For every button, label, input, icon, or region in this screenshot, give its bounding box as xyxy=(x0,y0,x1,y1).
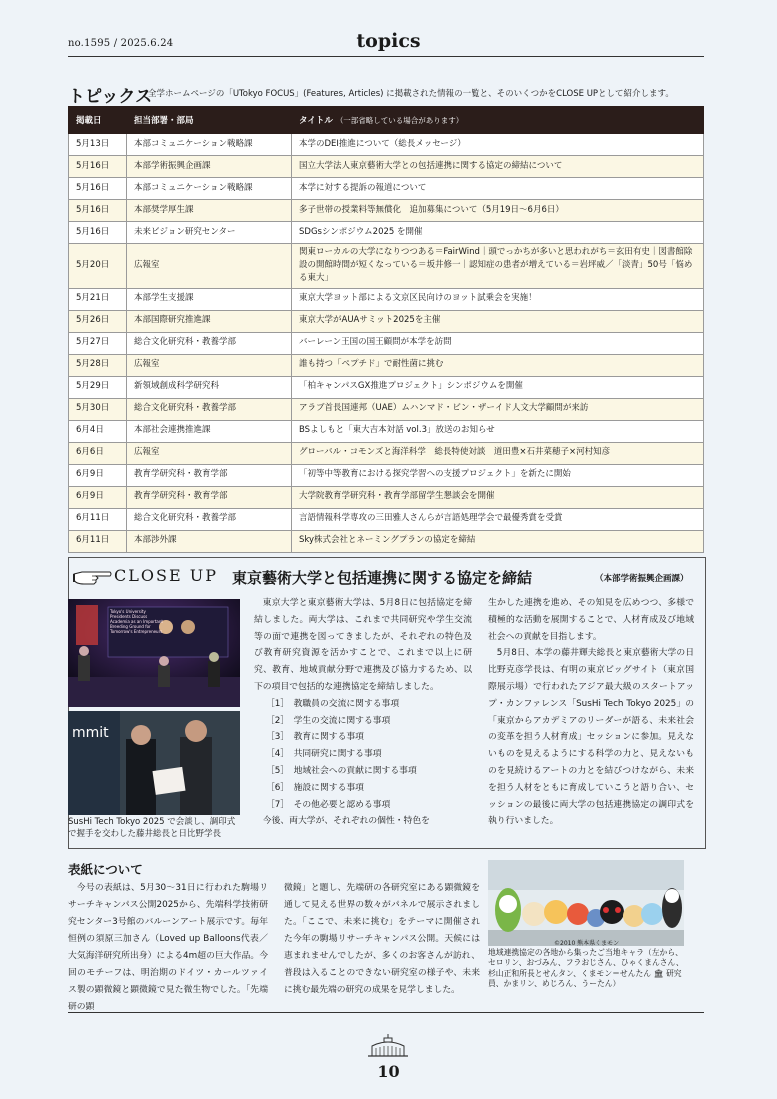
table-row xyxy=(69,200,704,222)
cell-date: 5月21日 xyxy=(69,288,127,310)
table-row xyxy=(69,486,704,508)
closeup-paragraph: 東京大学と東京藝術大学は、5月8日に包括協定を締結しました。両大学は、これまで共同研究や学生交流等の面で連携を図ってきましたが、それぞれの特色及び教育研究資源を活かすことで、これまで以上に研究、教育、地域貢献分野で連携及び協力するため、以下の項目で包括的な連携協定を締結しました。 xyxy=(254,598,472,692)
agreement-item: ［2］ 学生の交流に関する事項 xyxy=(266,715,391,726)
agreement-item: ［1］ 教職員の交流に関する事項 xyxy=(266,698,400,709)
table-row xyxy=(69,310,704,332)
table-row xyxy=(69,530,704,552)
cell-dept: 本部学術振興企画課 xyxy=(127,156,292,178)
column-header-title-label: タイトル xyxy=(299,116,333,126)
cell-date: 6月6日 xyxy=(69,442,127,464)
cell-title[interactable]: SDGsシンポジウム2025 を開催 xyxy=(292,222,704,244)
footer-divider xyxy=(68,1012,704,1013)
cover-column-1: 今号の表紙は、5月30〜31日に行われた駒場リサーチキャンパス公開2025から、先端科学技術研究センター3号館のバルーンアート展示です。毎年恒例の須原三加さん（Loved up Balloons代表／大気海洋研究所出身）による4m超の巨大作品。今回のモチーフは、明治期のドイツ・カールツァイス製の顕微鏡と顕微鏡で見た微生物でした。「先端研の顕 xyxy=(68,883,268,1012)
table-row xyxy=(69,178,704,200)
cell-dept: 広報室 xyxy=(127,354,292,376)
cell-date: 5月16日 xyxy=(69,156,127,178)
closeup-label: CLOSE UP xyxy=(114,566,218,585)
cell-title[interactable]: 本学のDEI推進について（総長メッセージ） xyxy=(292,134,704,156)
table-row xyxy=(69,332,704,354)
section-title: topics xyxy=(356,30,421,52)
cell-date: 5月16日 xyxy=(69,178,127,200)
cell-date: 5月20日 xyxy=(69,244,127,289)
cell-title[interactable]: 「柏キャンパスGX推進プロジェクト」シンポジウムを開催 xyxy=(292,376,704,398)
closeup-title: 東京藝術大学と包括連携に関する協定を締結 xyxy=(232,569,533,587)
cell-date: 5月16日 xyxy=(69,200,127,222)
header-divider xyxy=(68,56,704,57)
stage-screen-text: Tokyo's University Presidents Discuss Academia as an Important Breeding Ground for Tomorrow's Entrepreneurs xyxy=(110,609,163,634)
agreement-item: ［7］ その他必要と認める事項 xyxy=(266,799,391,810)
cell-title[interactable]: バーレーン王国の国王顧問が本学を訪問 xyxy=(292,332,704,354)
cell-dept: 本部学生支援課 xyxy=(127,288,292,310)
cell-date: 5月28日 xyxy=(69,354,127,376)
cell-title[interactable]: 誰も持つ「ペプチド」で耐性菌に挑む xyxy=(292,354,704,376)
cell-dept: 広報室 xyxy=(127,442,292,464)
agreement-item: ［6］ 施設に関する事項 xyxy=(266,782,364,793)
topics-intro: 全学ホームページの「UTokyo FOCUS」(Features, Articles) に掲載された情報の一覧と、そのいくつかをCLOSE UPとして紹介します。 xyxy=(148,89,674,99)
table-row xyxy=(69,442,704,464)
cell-dept: 本部コミュニケーション戦略課 xyxy=(127,178,292,200)
photo-credit: ©2010 熊本県くまモン xyxy=(554,940,620,946)
table-row xyxy=(69,508,704,530)
cell-dept: 未来ビジョン研究センター xyxy=(127,222,292,244)
mascots-photo xyxy=(488,860,684,946)
cell-date: 5月16日 xyxy=(69,222,127,244)
topics-heading: トピックス xyxy=(68,87,153,107)
agreement-item: ［4］ 共同研究に関する事項 xyxy=(266,749,382,760)
cell-dept: 総合文化研究科・教養学部 xyxy=(127,332,292,354)
agreement-item: ［5］ 地域社会への貢献に関する事項 xyxy=(266,765,417,776)
cell-date: 6月9日 xyxy=(69,464,127,486)
closeup-column-2 xyxy=(488,595,694,830)
closeup-photo-caption: SusHi Tech Tokyo 2025 で会談し、調印式で握手を交わした藤井総長と日比野学長 xyxy=(68,817,236,840)
cell-date: 5月27日 xyxy=(69,332,127,354)
table-row xyxy=(69,134,704,156)
cell-date: 5月26日 xyxy=(69,310,127,332)
issue-label: no.1595 / 2025.6.24 xyxy=(68,38,174,49)
table-row xyxy=(69,288,704,310)
table-row xyxy=(69,398,704,420)
cover-heading: 表紙について xyxy=(68,862,143,877)
table-row xyxy=(69,244,704,289)
cell-title[interactable]: 多子世帯の授業料等無償化 追加募集について（5月19日〜6月6日） xyxy=(292,200,704,222)
table-row xyxy=(69,222,704,244)
table-row xyxy=(69,464,704,486)
cell-date: 6月11日 xyxy=(69,508,127,530)
cell-title[interactable]: 大学院教育学研究科・教育学部留学生懇談会を開催 xyxy=(292,486,704,508)
cell-title[interactable]: 国立大学法人東京藝術大学との包括連携に関する協定の締結について xyxy=(292,156,704,178)
cell-date: 6月4日 xyxy=(69,420,127,442)
cell-dept: 新領域創成科学研究科 xyxy=(127,376,292,398)
cell-dept: 教育学研究科・教育学部 xyxy=(127,464,292,486)
cell-dept: 総合文化研究科・教養学部 xyxy=(127,398,292,420)
cell-dept: 本部コミュニケーション戦略課 xyxy=(127,134,292,156)
handshake-photo xyxy=(68,711,240,815)
cell-title[interactable]: 関東ローカルの大学になりつつある＝FairWind｜頭でっかちが多いと思われがち＝玄田有史｜図書館除設の開館時間が短くなっている＝坂井修一｜認知症の患者が増えている＝岩坪威／「淡青」50号「悩める東大」 xyxy=(292,244,704,289)
cell-title[interactable]: 東京大学がAUAサミット2025を主催 xyxy=(292,310,704,332)
cell-title[interactable]: 言語情報科学専攻の三田雅人さんらが言語処理学会で最優秀賞を受賞 xyxy=(292,508,704,530)
column-header-title-note: （一部省略している場合があります） xyxy=(335,116,464,125)
cell-date: 5月29日 xyxy=(69,376,127,398)
agreement-item: ［3］ 教育に関する事項 xyxy=(266,732,364,743)
closeup-paragraph: 今後、両大学が、それぞれの個性・特色を xyxy=(262,816,430,827)
pointing-hand-icon xyxy=(72,566,112,592)
yasuda-auditorium-icon xyxy=(368,1032,408,1062)
closeup-column-1 xyxy=(254,595,472,830)
closeup-paragraph: 5月8日、本学の藤井輝夫総長と東京藝術大学の日比野克彦学長は、有明の東京ビッグサイト（東京国際展示場）で行われたアジア最大級のスタートアップ・カンファレンス「SusHi Tech Tokyo 2025」の「東京からアカデミアのリーダーが語る、未来社会の変革を担う人材育成」セッションに参加。見えないものを見えるようにする科学の力と、見えないものを見続けるアートの力とを結びつけながら、未来を担う人材をともに育成していこうと語り合い、セッションの最後に両大学の包括連携協定の調印式を執り行いました。 xyxy=(488,648,694,827)
cell-dept: 本部奨学厚生課 xyxy=(127,200,292,222)
column-header-dept: 担当部署・部局 xyxy=(127,107,292,134)
cell-title[interactable]: グローバル・コモンズと海洋科学 総長特使対談 道田豊×石井菜穂子×河村知彦 xyxy=(292,442,704,464)
table-row xyxy=(69,420,704,442)
cover-photo-caption: 地域連携協定の各地から集ったご当地キャラ（左から、セロリン、おづみん、フラおじさん、ひゃくまんさん、杉山正和所長とせんタン、くまモン＝せんたん 🏛 研究員、かまリン、めじろん、うーたん） xyxy=(488,948,684,988)
cell-date: 5月13日 xyxy=(69,134,127,156)
column-header-date: 掲載日 xyxy=(69,107,127,134)
table-row xyxy=(69,354,704,376)
cell-dept: 本部国際研究推進課 xyxy=(127,310,292,332)
table-row xyxy=(69,156,704,178)
cell-dept: 教育学研究科・教育学部 xyxy=(127,486,292,508)
closeup-dept: （本部学術振興企画課） xyxy=(595,574,689,584)
cell-title[interactable]: Sky株式会社とネーミングプランの協定を締結 xyxy=(292,530,704,552)
cell-date: 5月30日 xyxy=(69,398,127,420)
cell-title[interactable]: BSよしもと「東大吉本対話 vol.3」放送のお知らせ xyxy=(292,420,704,442)
page-number: 10 xyxy=(377,1062,400,1081)
cover-column-2: 微鏡」と題し、先端研の各研究室にある顕微鏡を通して見える世界の数々がパネルで展示されました。「ここで、未来に挑む」をテーマに開催された今年の駒場リサーチキャンパス公開。天候には恵まれませんでしたが、多くのお客さんが訪れ、普段は入ることのできない研究室の様子や、未来に挑む最先端の研究の成果を見学しました。 xyxy=(284,883,480,995)
cell-title[interactable]: 東京大学ヨット部による文京区民向けのヨット試乗会を実施！ xyxy=(292,288,704,310)
closeup-paragraph: 生かした連携を進め、その知見を広めつつ、多様で積極的な活動を展開することで、人材育成及び地域社会への貢献を目指します。 xyxy=(488,598,694,642)
cell-title[interactable]: 「初等中等教育における探究学習への支援プロジェクト」を新たに開始 xyxy=(292,464,704,486)
topics-table-body xyxy=(69,134,704,553)
cell-date: 6月9日 xyxy=(69,486,127,508)
column-header-title xyxy=(292,107,704,134)
cell-title[interactable]: アラブ首長国連邦（UAE）ムハンマド・ビン・ザーイド人文大学顧問が来訪 xyxy=(292,398,704,420)
backdrop-text: mmit xyxy=(72,725,109,741)
table-header-row xyxy=(69,107,704,134)
cell-dept: 広報室 xyxy=(127,244,292,289)
cell-title[interactable]: 本学に対する提訴の報道について xyxy=(292,178,704,200)
cell-dept: 本部社会連携推進課 xyxy=(127,420,292,442)
topics-table xyxy=(68,106,704,553)
cell-dept: 総合文化研究科・教養学部 xyxy=(127,508,292,530)
stage-panel-photo xyxy=(68,599,240,707)
cell-dept: 本部渉外課 xyxy=(127,530,292,552)
cell-date: 6月11日 xyxy=(69,530,127,552)
table-row xyxy=(69,376,704,398)
